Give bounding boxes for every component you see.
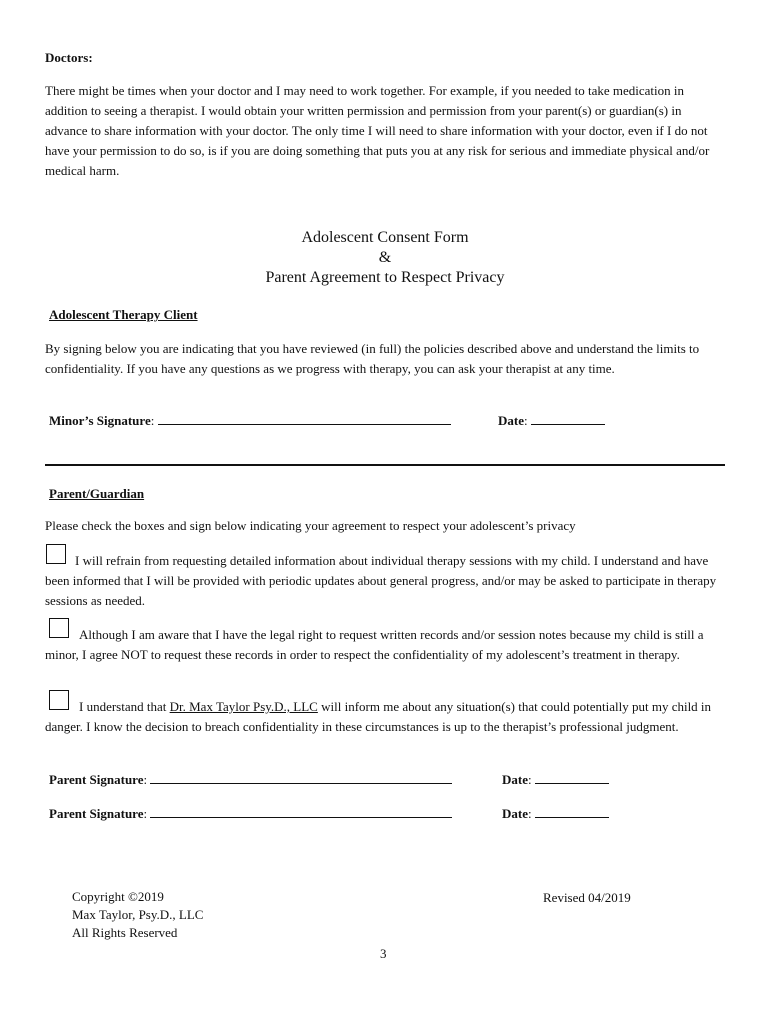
parent-signature-row-1: Parent Signature: <box>49 770 452 790</box>
parent-date-row-1: Date: <box>502 770 609 790</box>
adolescent-paragraph: By signing below you are indicating that you have reviewed (in full) the policies described above and understand the limits to confidentiality. If you have any questions as we progress with therapy, you can ask your therapist at any time. <box>45 341 700 376</box>
footer-copyright: Copyright ©2019 <box>72 889 164 904</box>
parent-signature-line-2[interactable] <box>150 805 452 818</box>
agreement-item-1: I will refrain from requesting detailed information about individual therapy sessions with my child. I understand and have been informed that I will be provided with periodic updates about general progress, and/or may be asked to participate in therapy sessions as needed. <box>45 553 717 608</box>
parent-signature-line-1[interactable] <box>150 771 452 784</box>
adolescent-heading: Adolescent Therapy Client <box>49 307 198 322</box>
section-divider <box>45 464 725 466</box>
agreement-item-3 <box>45 697 725 737</box>
minor-signature-label: Minor’s Signature <box>49 413 151 428</box>
footer-revised: Revised 04/2019 <box>543 890 631 905</box>
minor-signature-row: Minor’s Signature: <box>49 411 451 431</box>
agreement-item-2 <box>45 625 725 665</box>
therapist-name-link: Dr. Max Taylor Psy.D., LLC <box>169 699 318 714</box>
page-number: 3 <box>380 946 387 961</box>
agreement-item-2-text: Although I am aware that I have the legal right to request written records and/or session notes because my child is still a minor, I agree NOT to request these records in order to respect the confidentiality of my adolescent’s treatment in therapy. <box>45 627 704 662</box>
minor-date-row: Date: <box>498 411 605 431</box>
parent-signature-label-1: Parent Signature <box>49 772 144 787</box>
doctors-paragraph: There might be times when your doctor and I may need to work together. For example, if you needed to take medication in addition to seeing a therapist. I would obtain your written permission and permission from your parent(s) or guardian(s) in advance to share information with your doctor. The only time I will need to share information with your doctor, even if I do not have your permission to do so, is if you are doing something that puts you at any risk for serious and immediate physical and/or medical harm. <box>45 83 710 178</box>
agreement-item-3-post: will inform me about any situation(s) that could potentially put my child in danger. I know the decision to breach confidentiality in these circumstances is up to the therapist’s professional judgment. <box>45 699 712 734</box>
minor-signature-line[interactable] <box>158 412 451 425</box>
parent-signature-row-2: Parent Signature: <box>49 804 452 824</box>
footer-copyright-block <box>72 888 203 942</box>
agreement-item-3-pre: I understand that <box>79 699 170 714</box>
form-title <box>0 228 770 288</box>
parent-signature-label-2: Parent Signature <box>49 806 144 821</box>
footer-rights: All Rights Reserved <box>72 925 178 940</box>
form-title-ampersand: & <box>378 249 392 266</box>
parent-instruction: Please check the boxes and sign below indicating your agreement to respect your adolescent’s privacy <box>45 518 576 533</box>
parent-date-row-2: Date: <box>502 804 609 824</box>
form-title-line1: Adolescent Consent Form <box>301 229 469 246</box>
parent-date-label-2: Date <box>502 806 528 821</box>
parent-date-label-1: Date <box>502 772 528 787</box>
footer-owner: Max Taylor, Psy.D., LLC <box>72 907 204 922</box>
minor-date-label: Date <box>498 413 524 428</box>
parent-date-line-1[interactable] <box>535 771 609 784</box>
form-title-line3: Parent Agreement to Respect Privacy <box>265 269 505 286</box>
minor-date-line[interactable] <box>531 412 605 425</box>
parent-date-line-2[interactable] <box>535 805 609 818</box>
doctors-heading: Doctors: <box>45 50 93 65</box>
parent-heading: Parent/Guardian <box>49 486 145 501</box>
